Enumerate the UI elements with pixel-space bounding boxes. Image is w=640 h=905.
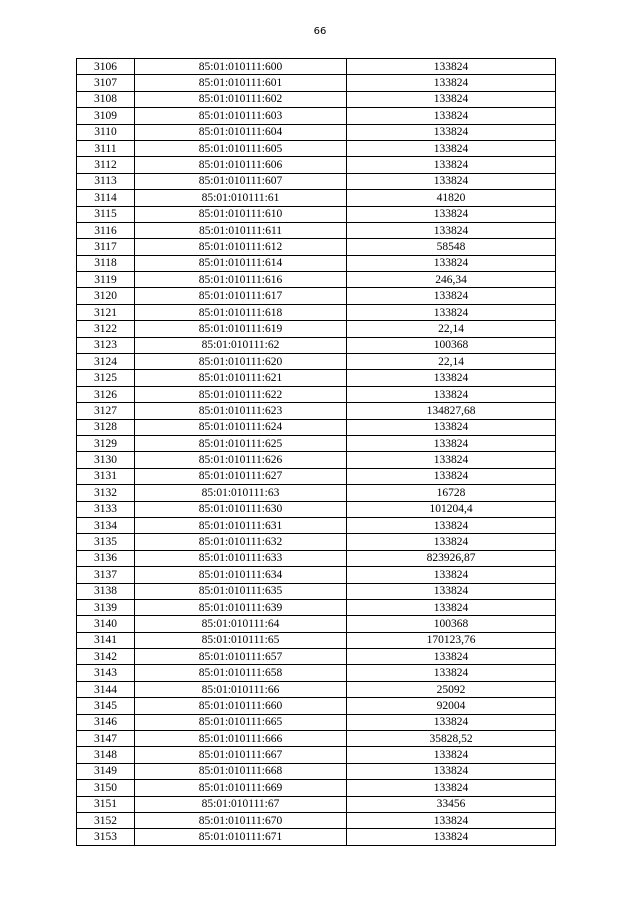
row-number-cell: 3112: [77, 157, 135, 173]
table-row: [77, 550, 556, 566]
table-row: [77, 157, 556, 173]
row-number-cell: 3153: [77, 829, 135, 845]
cadastral-number-cell: 85:01:010111:666: [135, 731, 347, 747]
value-cell: 133824: [347, 59, 556, 75]
row-number-cell: 3129: [77, 435, 135, 451]
cadastral-number-cell: 85:01:010111:61: [135, 190, 347, 206]
table-row: [77, 124, 556, 140]
row-number-cell: 3146: [77, 714, 135, 730]
value-cell: 133824: [347, 124, 556, 140]
row-number-cell: 3134: [77, 517, 135, 533]
value-cell: 100368: [347, 616, 556, 632]
table-row: [77, 386, 556, 402]
value-cell: 133824: [347, 567, 556, 583]
row-number-cell: 3122: [77, 321, 135, 337]
value-cell: 33456: [347, 796, 556, 812]
cadastral-number-cell: 85:01:010111:621: [135, 370, 347, 386]
value-cell: 133824: [347, 255, 556, 271]
row-number-cell: 3114: [77, 190, 135, 206]
table-row: [77, 108, 556, 124]
row-number-cell: 3149: [77, 763, 135, 779]
cadastral-number-cell: 85:01:010111:610: [135, 206, 347, 222]
value-cell: 133824: [347, 75, 556, 91]
value-cell: 101204,4: [347, 501, 556, 517]
table-row: [77, 370, 556, 386]
cadastral-number-cell: 85:01:010111:603: [135, 108, 347, 124]
row-number-cell: 3115: [77, 206, 135, 222]
cadastral-number-cell: 85:01:010111:669: [135, 780, 347, 796]
table-row: [77, 272, 556, 288]
row-number-cell: 3140: [77, 616, 135, 632]
value-cell: 133824: [347, 386, 556, 402]
row-number-cell: 3124: [77, 354, 135, 370]
row-number-cell: 3127: [77, 403, 135, 419]
row-number-cell: 3144: [77, 681, 135, 697]
table-body: [77, 59, 556, 846]
row-number-cell: 3151: [77, 796, 135, 812]
value-cell: 16728: [347, 485, 556, 501]
cadastral-number-cell: 85:01:010111:625: [135, 435, 347, 451]
value-cell: 133824: [347, 157, 556, 173]
row-number-cell: 3136: [77, 550, 135, 566]
cadastral-number-cell: 85:01:010111:601: [135, 75, 347, 91]
table-row: [77, 321, 556, 337]
value-cell: 22,14: [347, 321, 556, 337]
row-number-cell: 3131: [77, 468, 135, 484]
value-cell: 133824: [347, 222, 556, 238]
cadastral-number-cell: 85:01:010111:632: [135, 534, 347, 550]
cadastral-number-cell: 85:01:010111:606: [135, 157, 347, 173]
value-cell: 25092: [347, 681, 556, 697]
cadastral-number-cell: 85:01:010111:64: [135, 616, 347, 632]
cadastral-number-cell: 85:01:010111:67: [135, 796, 347, 812]
value-cell: 133824: [347, 747, 556, 763]
cadastral-number-cell: 85:01:010111:624: [135, 419, 347, 435]
row-number-cell: 3143: [77, 665, 135, 681]
row-number-cell: 3106: [77, 59, 135, 75]
value-cell: 133824: [347, 140, 556, 156]
cadastral-number-cell: 85:01:010111:627: [135, 468, 347, 484]
cadastral-number-cell: 85:01:010111:657: [135, 649, 347, 665]
value-cell: 133824: [347, 370, 556, 386]
cadastral-number-cell: 85:01:010111:602: [135, 91, 347, 107]
row-number-cell: 3121: [77, 304, 135, 320]
table-row: [77, 435, 556, 451]
table-row: [77, 337, 556, 353]
table-row: [77, 354, 556, 370]
cadastral-number-cell: 85:01:010111:604: [135, 124, 347, 140]
table-row: [77, 681, 556, 697]
value-cell: 133824: [347, 829, 556, 845]
cadastral-number-cell: 85:01:010111:600: [135, 59, 347, 75]
cadastral-number-cell: 85:01:010111:622: [135, 386, 347, 402]
cadastral-number-cell: 85:01:010111:619: [135, 321, 347, 337]
table-row: [77, 288, 556, 304]
value-cell: 246,34: [347, 272, 556, 288]
value-cell: 133824: [347, 288, 556, 304]
table-row: [77, 239, 556, 255]
cadastral-number-cell: 85:01:010111:634: [135, 567, 347, 583]
row-number-cell: 3142: [77, 649, 135, 665]
cadastral-number-cell: 85:01:010111:612: [135, 239, 347, 255]
value-cell: 133824: [347, 665, 556, 681]
value-cell: 823926,87: [347, 550, 556, 566]
cadastral-number-cell: 85:01:010111:630: [135, 501, 347, 517]
table-row: [77, 304, 556, 320]
row-number-cell: 3125: [77, 370, 135, 386]
row-number-cell: 3147: [77, 731, 135, 747]
row-number-cell: 3117: [77, 239, 135, 255]
table-row: [77, 190, 556, 206]
value-cell: 41820: [347, 190, 556, 206]
row-number-cell: 3116: [77, 222, 135, 238]
cadastral-number-cell: 85:01:010111:618: [135, 304, 347, 320]
table-row: [77, 534, 556, 550]
table-row: [77, 796, 556, 812]
table-row: [77, 452, 556, 468]
cadastral-number-cell: 85:01:010111:607: [135, 173, 347, 189]
row-number-cell: 3118: [77, 255, 135, 271]
value-cell: 133824: [347, 599, 556, 615]
table-row: [77, 583, 556, 599]
cadastral-number-cell: 85:01:010111:617: [135, 288, 347, 304]
cadastral-number-cell: 85:01:010111:63: [135, 485, 347, 501]
table-row: [77, 714, 556, 730]
table-row: [77, 140, 556, 156]
value-cell: 133824: [347, 583, 556, 599]
cadastral-number-cell: 85:01:010111:65: [135, 632, 347, 648]
table-row: [77, 255, 556, 271]
cadastre-table: [76, 58, 556, 846]
row-number-cell: 3152: [77, 812, 135, 828]
row-number-cell: 3135: [77, 534, 135, 550]
value-cell: 133824: [347, 780, 556, 796]
value-cell: 133824: [347, 714, 556, 730]
row-number-cell: 3128: [77, 419, 135, 435]
row-number-cell: 3113: [77, 173, 135, 189]
value-cell: 22,14: [347, 354, 556, 370]
table-row: [77, 222, 556, 238]
cadastral-number-cell: 85:01:010111:671: [135, 829, 347, 845]
cadastral-number-cell: 85:01:010111:670: [135, 812, 347, 828]
value-cell: 133824: [347, 419, 556, 435]
row-number-cell: 3145: [77, 698, 135, 714]
cadastral-number-cell: 85:01:010111:667: [135, 747, 347, 763]
value-cell: 133824: [347, 435, 556, 451]
row-number-cell: 3123: [77, 337, 135, 353]
value-cell: 133824: [347, 91, 556, 107]
table-row: [77, 599, 556, 615]
value-cell: 133824: [347, 517, 556, 533]
value-cell: 133824: [347, 304, 556, 320]
value-cell: 170123,76: [347, 632, 556, 648]
row-number-cell: 3150: [77, 780, 135, 796]
table-row: [77, 59, 556, 75]
cadastral-number-cell: 85:01:010111:614: [135, 255, 347, 271]
row-number-cell: 3130: [77, 452, 135, 468]
table-row: [77, 747, 556, 763]
row-number-cell: 3120: [77, 288, 135, 304]
row-number-cell: 3132: [77, 485, 135, 501]
table-row: [77, 501, 556, 517]
table-row: [77, 780, 556, 796]
row-number-cell: 3138: [77, 583, 135, 599]
cadastral-number-cell: 85:01:010111:633: [135, 550, 347, 566]
value-cell: 134827,68: [347, 403, 556, 419]
cadastral-number-cell: 85:01:010111:605: [135, 140, 347, 156]
cadastral-number-cell: 85:01:010111:623: [135, 403, 347, 419]
cadastral-number-cell: 85:01:010111:66: [135, 681, 347, 697]
table-row: [77, 698, 556, 714]
table-row: [77, 829, 556, 845]
table-row: [77, 567, 556, 583]
cadastral-number-cell: 85:01:010111:616: [135, 272, 347, 288]
row-number-cell: 3111: [77, 140, 135, 156]
row-number-cell: 3109: [77, 108, 135, 124]
cadastral-number-cell: 85:01:010111:62: [135, 337, 347, 353]
table-row: [77, 665, 556, 681]
value-cell: 35828,52: [347, 731, 556, 747]
row-number-cell: 3133: [77, 501, 135, 517]
table-row: [77, 485, 556, 501]
table-row: [77, 173, 556, 189]
row-number-cell: 3119: [77, 272, 135, 288]
value-cell: 133824: [347, 534, 556, 550]
value-cell: 133824: [347, 452, 556, 468]
cadastral-number-cell: 85:01:010111:639: [135, 599, 347, 615]
value-cell: 100368: [347, 337, 556, 353]
table-row: [77, 812, 556, 828]
cadastral-number-cell: 85:01:010111:668: [135, 763, 347, 779]
table-row: [77, 468, 556, 484]
cadastral-number-cell: 85:01:010111:660: [135, 698, 347, 714]
row-number-cell: 3139: [77, 599, 135, 615]
value-cell: 133824: [347, 468, 556, 484]
table-row: [77, 75, 556, 91]
table-row: [77, 763, 556, 779]
row-number-cell: 3107: [77, 75, 135, 91]
value-cell: 133824: [347, 763, 556, 779]
value-cell: 133824: [347, 206, 556, 222]
table-row: [77, 206, 556, 222]
table-row: [77, 649, 556, 665]
value-cell: 133824: [347, 173, 556, 189]
table-row: [77, 91, 556, 107]
cadastral-number-cell: 85:01:010111:626: [135, 452, 347, 468]
cadastral-number-cell: 85:01:010111:665: [135, 714, 347, 730]
row-number-cell: 3108: [77, 91, 135, 107]
value-cell: 92004: [347, 698, 556, 714]
cadastral-number-cell: 85:01:010111:631: [135, 517, 347, 533]
table-row: [77, 403, 556, 419]
row-number-cell: 3137: [77, 567, 135, 583]
cadastral-number-cell: 85:01:010111:658: [135, 665, 347, 681]
value-cell: 133824: [347, 649, 556, 665]
row-number-cell: 3141: [77, 632, 135, 648]
table-row: [77, 517, 556, 533]
value-cell: 133824: [347, 812, 556, 828]
value-cell: 58548: [347, 239, 556, 255]
row-number-cell: 3110: [77, 124, 135, 140]
page-number: 66: [313, 26, 327, 37]
value-cell: 133824: [347, 108, 556, 124]
row-number-cell: 3126: [77, 386, 135, 402]
table-row: [77, 731, 556, 747]
cadastral-number-cell: 85:01:010111:611: [135, 222, 347, 238]
cadastral-number-cell: 85:01:010111:620: [135, 354, 347, 370]
row-number-cell: 3148: [77, 747, 135, 763]
table-row: [77, 632, 556, 648]
table-row: [77, 616, 556, 632]
cadastral-number-cell: 85:01:010111:635: [135, 583, 347, 599]
table-row: [77, 419, 556, 435]
